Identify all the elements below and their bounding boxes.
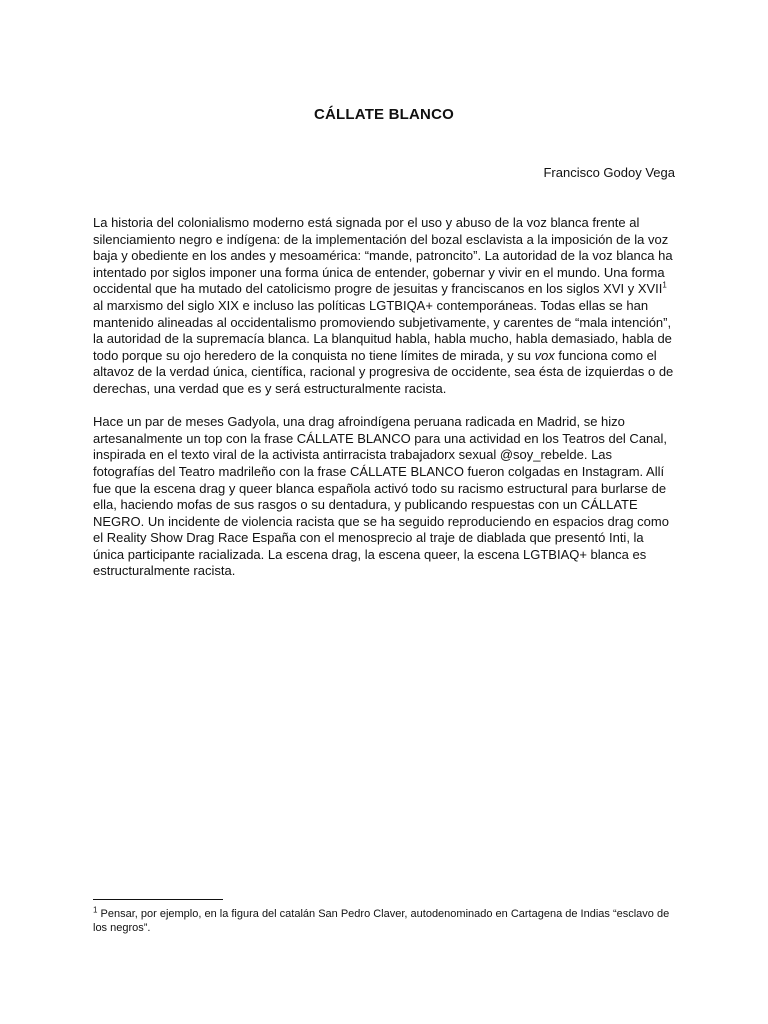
footnote-reference[interactable]: 1 bbox=[662, 281, 667, 291]
document-body bbox=[93, 215, 677, 597]
paragraph-1-text-a: La historia del colonialismo moderno está signada por el uso y abuso de la voz blanca frente al silenciamiento negro e indígena: de la implementación del bozal esclavista a la imposición de la voz baja y obediente en los andes y mesoamérica: “mande, patroncito”. La autoridad de la voz blanca ha intentado por siglos imponer una forma única de entender, gobernar y vivir en el mundo. Una forma occidental que ha mutado del catolicismo progre de jesuitas y franciscanos en los siglos XVI y XVII bbox=[93, 215, 673, 297]
paragraph-1-text-b: al marxismo del siglo XIX e incluso las políticas LGTBIQA+ contemporáneas. Todas ellas se han mantenido alineadas al occidentalismo promoviendo subjetivamente, y carentes de “mala intención”, la autoridad de la supremacía blanca. La blanquitud habla, habla mucho, habla demasiado, habla de todo porque su ojo heredero de la conquista no tiene límites de mirada, y su bbox=[93, 297, 672, 363]
author-name: Francisco Godoy Vega bbox=[543, 165, 675, 180]
document-title: CÁLLATE BLANCO bbox=[313, 106, 454, 123]
footnote-text: Pensar, por ejemplo, en la figura del catalán San Pedro Claver, autodenominado en Cartagena de Indias “esclavo de los negros”. bbox=[93, 908, 670, 934]
paragraph-1-italic-term: vox bbox=[534, 347, 555, 363]
footnote bbox=[93, 907, 677, 935]
paragraph-1-text-c: funciona como el altavoz de la verdad única, científica, racional y progresiva de occidente, sea ésta de izquierdas o de derechas, una verdad que es y será estructuralmente racista. bbox=[93, 347, 674, 396]
footnote-divider bbox=[93, 899, 223, 900]
paragraph-1 bbox=[93, 215, 677, 398]
footnote-number: 1 bbox=[93, 905, 98, 915]
paragraph-2: Hace un par de meses Gadyola, una drag afroindígena peruana radicada en Madrid, se hizo artesanalmente un top con la frase CÁLLATE BLANCO para una actividad en los Teatros del Canal, inspirada en el texto viral de la activista antirracista trabajadorx sexual @soy_rebelde. Las fotografías del Teatro madrileño con la frase CÁLLATE BLANCO fueron colgadas en Instagram. Allí fue que la escena drag y queer blanca española activó todo su racismo estructural para burlarse de ella, haciendo mofas de sus rasgos o su dentadura, y publicando respuestas con un CÁLLATE NEGRO. Un incidente de violencia racista que se ha seguido reproduciendo en espacios drag como el Reality Show Drag Race España con el menosprecio al traje de diablada que presentó Inti, la única participante racializada. La escena drag, la escena queer, la escena LGTBIAQ+ blanca es estructuralmente racista. bbox=[93, 414, 669, 579]
